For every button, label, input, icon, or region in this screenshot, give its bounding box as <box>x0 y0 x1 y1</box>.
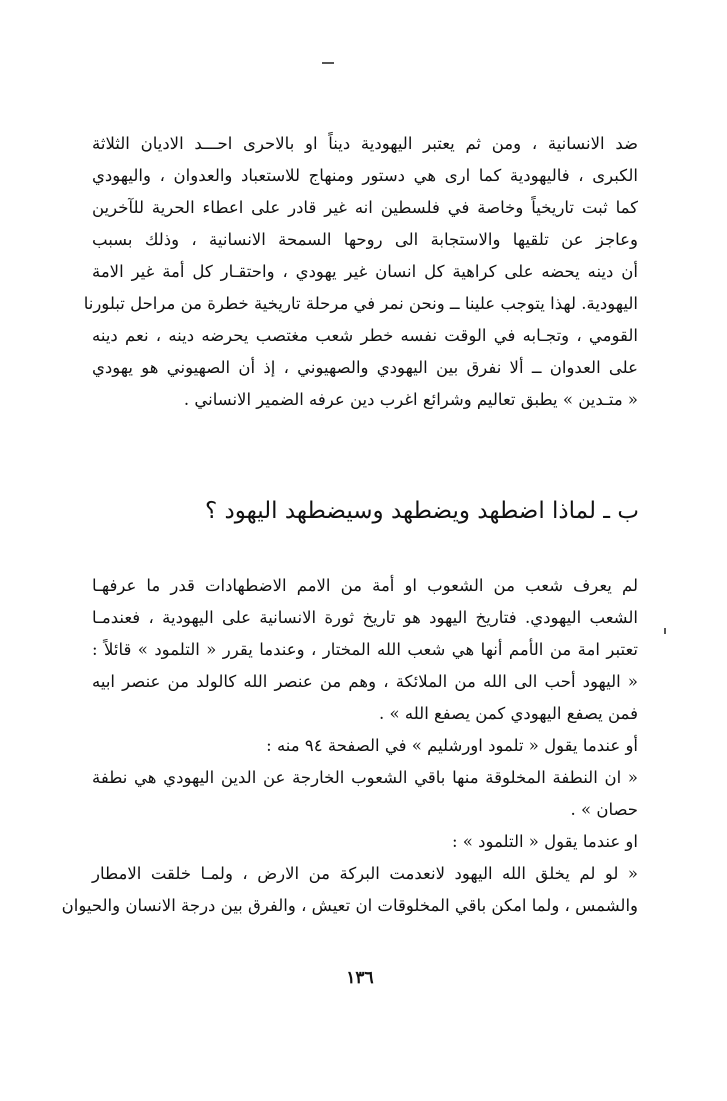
paragraph-2-line: أو عندما يقول « تلمود اورشليم » في الصفحة ٩٤ منه : <box>266 736 638 755</box>
paragraph-1-line: ضد الانسانية ، ومن ثم يعتبر اليهودية ديناً او بالاحرى احـــد الاديان الثلاثة <box>92 134 638 153</box>
quote-line: والشمس ، ولما امكن باقي المخلوقات ان تعيش ، والفرق بين درجة الانسان والحيوان <box>61 896 638 915</box>
paragraph-1-line: على العدوان ــ ألا نفرق بين اليهودي والصهيوني ، إذ أن الصهيوني هو يهودي <box>92 358 638 377</box>
paragraph-2-line: الشعب اليهودي. فتاريخ اليهود هو تاريخ ثورة الانسانية على اليهودية ، فعندمـا <box>92 608 638 627</box>
paragraph-1-line: وعاجز عن تلقيها والاستجابة الى روحها السمحة الانسانية ، وذلك بسبب <box>92 230 638 249</box>
paragraph-1 <box>83 132 638 420</box>
margin-mark <box>664 628 666 634</box>
top-mark <box>322 62 334 64</box>
paragraph-1-line: « متـدين » يطبق تعاليم وشرائع اغرب دين عرفه الضمير الانساني . <box>183 390 638 409</box>
paragraph-2 <box>61 574 638 926</box>
paragraph-1-line: اليهودية. لهذا يتوجب علينا ــ ونحن نمر في مرحلة تاريخية خطرة من مراحل تبلورنا <box>83 294 638 313</box>
page-number: ١٣٦ <box>346 968 374 988</box>
paragraph-2-line: لم يعرف شعب من الشعوب او أمة من الامم الاضطهادات قدر ما عرفهـا <box>92 576 638 595</box>
quote-line: « ان النطفة المخلوقة منها باقي الشعوب الخارجة عن الدين اليهودي هي نطفة <box>92 768 638 787</box>
section-heading: ب ـ لماذا اضطهد ويضطهد وسيضطهد اليهود ؟ <box>204 498 639 524</box>
paragraph-1-line: كما ثبت تاريخياً وخاصة في فلسطين انه غير قادر على اعطاء الحرية للآخرين <box>92 198 638 217</box>
quote-line: « لو لم يخلق الله اليهود لانعدمت البركة من الارض ، ولمـا خلقت الامطار <box>92 864 638 883</box>
paragraph-1-line: أن دينه يحضه على كراهية كل انسان غير يهودي ، واحتقـار كل أمة غير الامة <box>92 262 638 281</box>
paragraph-1-line: القومي ، وتجـابه في الوقت نفسه خطر شعب مغتصب يحرضه دينه ، نعم دينه <box>92 326 638 345</box>
paragraph-2-line: او عندما يقول « التلمود » : <box>451 832 638 851</box>
paragraph-1-line: الكبرى ، فاليهودية كما ارى هي دستور ومنهاج للاستعباد والعدوان ، واليهودي <box>92 166 638 185</box>
quote-line: حصان » . <box>570 800 638 819</box>
quote-line: « اليهود أحب الى الله من الملائكة ، وهم من عنصر الله كالولد من عنصر ابيه <box>92 672 638 691</box>
paragraph-2-line: تعتبر امة من الأمم أنها هي شعب الله المختار ، وعندما يقرر « التلمود » قائلاً : <box>92 640 638 659</box>
quote-line: فمن يصفع اليهودي كمن يصفع الله » . <box>379 704 638 723</box>
